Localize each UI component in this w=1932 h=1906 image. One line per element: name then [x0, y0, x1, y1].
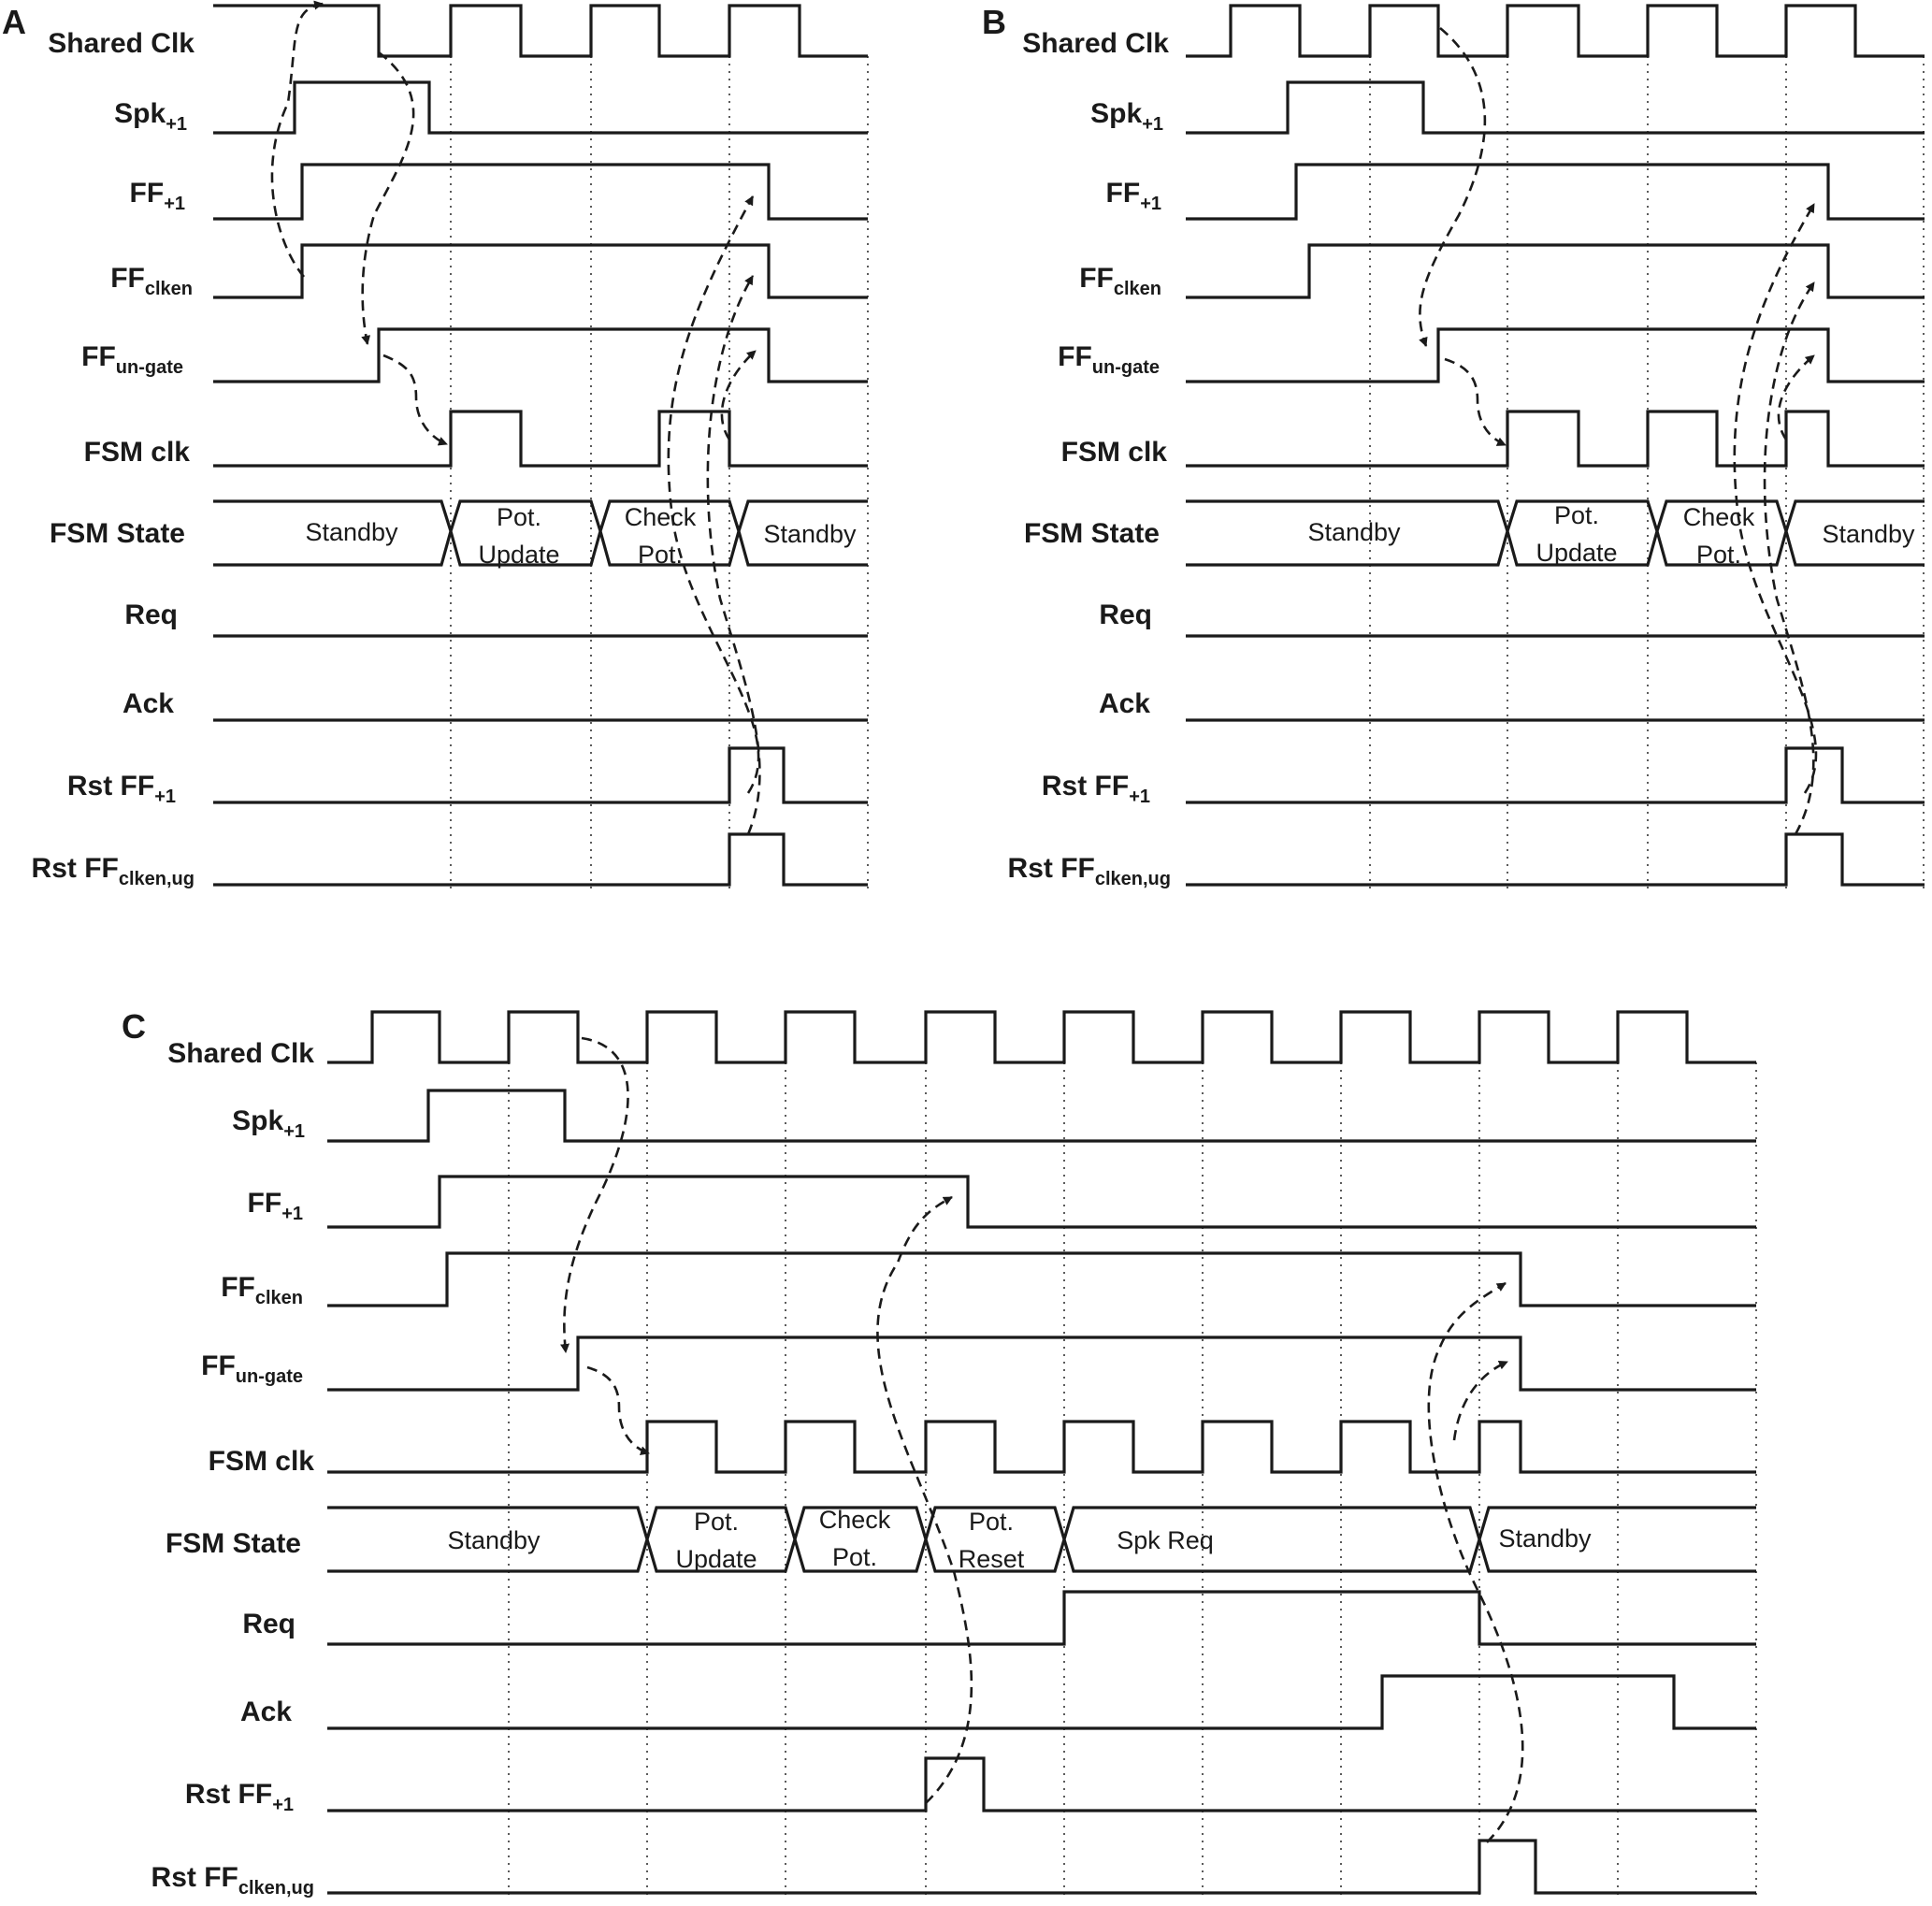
label-ff-un-gate: $FF_{un-gate}$ [81, 341, 183, 378]
arrow-ungate-to-fsmclk [587, 1367, 649, 1453]
arrow-rst-clken [708, 276, 760, 834]
arrow-ungate-to-fsmclk [1445, 359, 1506, 445]
label-fsm-clk: FSM clk [1060, 437, 1167, 468]
state-pot-update-line2: Update [1536, 539, 1618, 567]
panel-a-waveforms [213, 6, 868, 885]
arrow-clk-to-ungate [564, 1038, 627, 1352]
label-rst-ff-plus1: Rst $FF_{+1}$ [1041, 771, 1150, 807]
label-fsm-clk: FSM clk [208, 1446, 314, 1477]
wave-rst-ff-clken-ug [213, 834, 868, 885]
label-ack: Ack [1098, 688, 1150, 719]
wave-ff-clken [327, 1253, 1756, 1306]
wave-shared-clk [1186, 6, 1925, 56]
label-ff-clken: $FF_{clken}$ [221, 1272, 303, 1308]
arrow-clk-to-ungate [363, 52, 413, 344]
state-pot-update-line2: Update [478, 541, 560, 569]
label-rst-ff-clken-ug: Rst $FF_{clken,ug}$ [151, 1862, 314, 1899]
label-ff-un-gate: $FF_{un-gate}$ [201, 1350, 303, 1387]
label-fsm-clk: FSM clk [83, 437, 190, 468]
panel-c-labels [151, 1038, 315, 1899]
panel-c-causality-arrows [564, 1038, 1522, 1842]
wave-ff-plus1 [1186, 165, 1925, 219]
panel-b-letter: B [982, 3, 1006, 41]
panel-b-labels [1008, 28, 1171, 889]
label-shared-clk: Shared Clk [48, 28, 195, 59]
label-rst-ff-clken-ug: Rst $FF_{clken,ug}$ [31, 853, 195, 889]
panel-a-labels [32, 28, 195, 889]
wave-rst-ff-clken-ug [327, 1841, 1756, 1893]
label-fsm-state: FSM State [165, 1528, 301, 1559]
state-check-pot-line1: Check [624, 503, 697, 531]
panel-a-letter: A [2, 3, 26, 41]
state-pot-update-line1: Pot. [693, 1508, 740, 1536]
wave-ff-clken [1186, 245, 1925, 297]
label-shared-clk: Shared Clk [167, 1038, 314, 1069]
wave-ff-un-gate [213, 329, 868, 382]
wave-req [327, 1592, 1756, 1644]
state-check-pot-line2: Pot. [1695, 541, 1742, 569]
state-check-pot-line2: Pot. [831, 1543, 878, 1571]
label-ack: Ack [122, 688, 174, 719]
wave-ff-clken [213, 245, 868, 297]
label-ff-clken: $FF_{clken}$ [1079, 263, 1161, 299]
label-req: Req [242, 1609, 296, 1639]
panel-a-states [305, 503, 857, 569]
label-spk-plus1: Spk$_{+1}$ [114, 98, 187, 135]
wave-fsm-clk [327, 1422, 1756, 1472]
panel-b [982, 3, 1925, 889]
label-ff-plus1: $FF_{+1}$ [247, 1188, 303, 1224]
label-rst-ff-plus1: Rst $FF_{+1}$ [66, 771, 176, 807]
label-rst-ff-plus1: Rst $FF_{+1}$ [184, 1779, 294, 1815]
label-fsm-state: FSM State [49, 518, 185, 549]
state-standby-end: Standby [1498, 1524, 1592, 1552]
arrow-rst-ff-plus1 [669, 196, 758, 793]
panel-a-grid [451, 56, 868, 888]
state-standby-end: Standby [1822, 520, 1915, 548]
wave-ff-un-gate [1186, 329, 1925, 382]
state-standby: Standby [447, 1526, 541, 1554]
wave-fsm-clk [213, 412, 868, 466]
arrow-rst-clken [1765, 282, 1814, 834]
wave-spk-plus1 [327, 1090, 1756, 1141]
panel-b-causality-arrows [1420, 28, 1816, 834]
panel-a-causality-arrows [272, 4, 759, 834]
panel-b-states [1307, 501, 1915, 569]
label-spk-plus1: Spk$_{+1}$ [232, 1105, 305, 1142]
wave-ff-plus1 [213, 165, 868, 219]
panel-c-letter: C [122, 1007, 146, 1046]
state-pot-update-line1: Pot. [1553, 501, 1600, 529]
arrow-fsmclk-ungate [722, 351, 756, 440]
panel-a [2, 3, 868, 889]
label-ack: Ack [239, 1697, 292, 1727]
label-spk-plus1: Spk$_{+1}$ [1090, 98, 1163, 135]
wave-ff-plus1 [327, 1177, 1756, 1227]
wave-spk-plus1 [213, 82, 868, 133]
wave-ff-un-gate [327, 1337, 1756, 1390]
panel-b-grid [1370, 56, 1924, 888]
label-req: Req [1099, 599, 1152, 630]
state-pot-update-line2: Update [675, 1545, 757, 1573]
state-standby: Standby [305, 518, 398, 546]
arrow-rst-ff-plus1 [877, 1197, 971, 1803]
state-standby-end: Standby [763, 520, 857, 548]
wave-rst-ff-clken-ug [1186, 834, 1925, 885]
label-req: Req [124, 599, 178, 630]
arrow-ff-to-clk [272, 4, 323, 277]
wave-shared-clk [327, 1012, 1756, 1062]
state-standby: Standby [1307, 518, 1401, 546]
state-pot-update-line1: Pot. [496, 503, 542, 531]
panel-c-grid [509, 1062, 1756, 1899]
wave-fsm-clk [1186, 412, 1925, 466]
arrow-fsmclk-ungate [1779, 355, 1814, 440]
state-pot-reset-line1: Pot. [968, 1508, 1015, 1536]
state-spk-req: Spk Req [1117, 1526, 1214, 1554]
label-ff-plus1: $FF_{+1}$ [1105, 178, 1161, 214]
state-check-pot-line2: Pot. [637, 541, 684, 569]
state-pot-reset-line2: Reset [958, 1545, 1025, 1573]
label-fsm-state: FSM State [1023, 518, 1160, 549]
panel-c-waveforms [327, 1012, 1756, 1893]
panel-c-states [447, 1506, 1592, 1573]
arrow-rst-clken [1429, 1283, 1522, 1842]
label-shared-clk: Shared Clk [1022, 28, 1169, 59]
label-ff-plus1: $FF_{+1}$ [129, 178, 185, 214]
panel-c [122, 1007, 1756, 1899]
arrow-clk-to-ungate [1420, 28, 1484, 346]
wave-rst-ff-plus1 [213, 748, 868, 802]
wave-spk-plus1 [1186, 82, 1925, 133]
label-ff-clken: $FF_{clken}$ [110, 263, 193, 299]
arrow-ungate-to-fsmclk [383, 355, 447, 444]
state-check-pot-line1: Check [1682, 503, 1755, 531]
wave-ack [327, 1676, 1756, 1728]
wave-shared-clk [213, 6, 868, 56]
arrow-rst-ff-plus1 [1735, 204, 1816, 793]
label-rst-ff-clken-ug: Rst $FF_{clken,ug}$ [1007, 853, 1171, 889]
label-ff-un-gate: $FF_{un-gate}$ [1058, 341, 1160, 378]
wave-rst-ff-plus1 [327, 1758, 1756, 1811]
state-check-pot-line1: Check [818, 1506, 891, 1534]
